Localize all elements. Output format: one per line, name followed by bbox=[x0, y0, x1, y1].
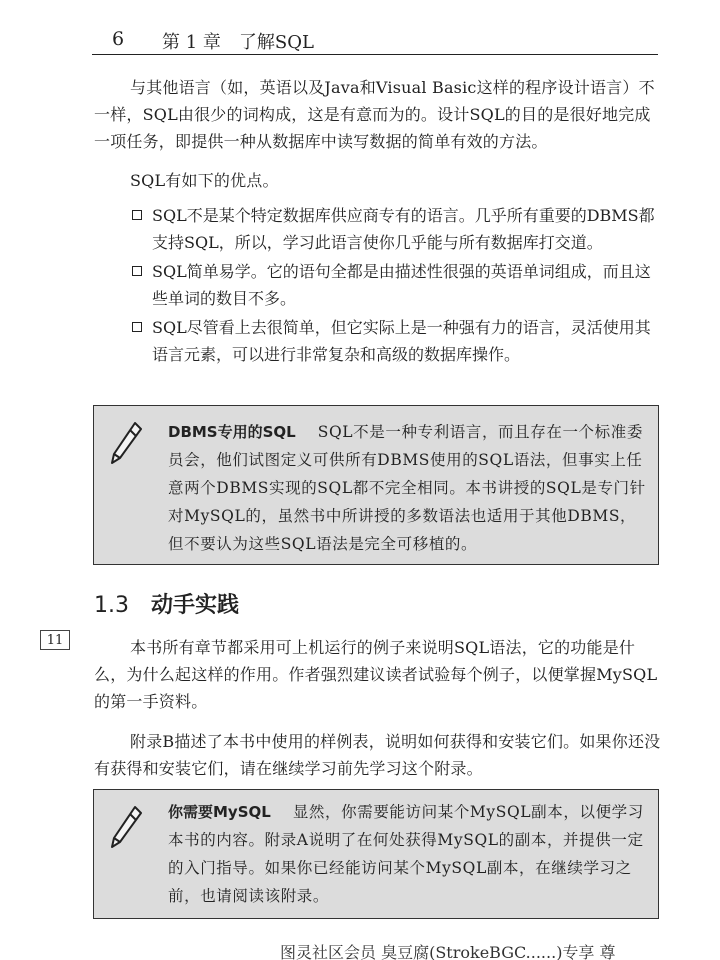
note-box-dbms-sql bbox=[93, 405, 659, 565]
note-box-need-mysql bbox=[93, 789, 659, 919]
chapter-title: 第 1 章 了解SQL bbox=[162, 32, 314, 53]
footer-watermark-text: 图灵社区会员 臭豆腐(StrokeBGC......)专享 尊 bbox=[280, 943, 616, 960]
checkbox-bullet-icon bbox=[132, 322, 142, 332]
note-text: SQL不是一种专利语言，而且存在一个标准委员会，他们试图定义可供所有DBMS使用的SQL语法，但事实上任意两个DBMS实现的SQL都不完全相同。本书讲授的SQL是专门针对MySQL的，虽然书中所讲授的多数语法也适用于其他DBMS，但不要认为这些SQL语法是完全可移植的。 bbox=[168, 423, 646, 553]
checkbox-bullet-icon bbox=[132, 210, 142, 220]
running-header bbox=[92, 28, 658, 55]
list-item bbox=[130, 258, 665, 312]
list-item-text: SQL简单易学。它的语句全都是由描述性很强的英语单词组成，而且这些单词的数目不多。 bbox=[152, 262, 651, 308]
margin-page-marker: 11 bbox=[40, 630, 70, 650]
section-heading bbox=[94, 588, 239, 619]
note-title: DBMS专用的SQL bbox=[168, 423, 296, 441]
checkbox-bullet-icon bbox=[132, 266, 142, 276]
note-title: 你需要MySQL bbox=[168, 803, 271, 821]
note-text: 显然，你需要能访问某个MySQL副本，以便学习本书的内容。附录A说明了在何处获得MySQL的副本，并提供一定的入门指导。如果你已经能访问某个MySQL副本，在继续学习之前，也请阅读该附录。 bbox=[168, 803, 644, 905]
page-number: 6 bbox=[112, 28, 125, 50]
body-paragraph-1: 本书所有章节都采用可上机运行的例子来说明SQL语法，它的功能是什么，为什么起这样的作用。作者强烈建议读者试验每个例子，以便掌握MySQL的第一手资料。 bbox=[94, 638, 658, 711]
advantages-list bbox=[130, 202, 665, 368]
list-item bbox=[130, 314, 665, 368]
section-title: 动手实践 bbox=[151, 593, 240, 618]
pencil-icon bbox=[108, 804, 144, 850]
list-item-text: SQL不是某个特定数据库供应商专有的语言。几乎所有重要的DBMS都支持SQL，所以，学习此语言使你几乎能与所有数据库打交道。 bbox=[152, 206, 655, 252]
list-item bbox=[130, 202, 665, 256]
section-number: 1.3 bbox=[94, 593, 129, 618]
advantages-lead: SQL有如下的优点。 bbox=[130, 171, 279, 190]
pencil-icon bbox=[108, 420, 144, 466]
list-item-text: SQL尽管看上去很简单，但它实际上是一种强有力的语言，灵活使用其语言元素，可以进行非常复杂和高级的数据库操作。 bbox=[152, 318, 651, 364]
body-paragraph-2: 附录B描述了本书中使用的样例表，说明如何获得和安装它们。如果你还没有获得和安装它们，请在继续学习前先学习这个附录。 bbox=[94, 732, 661, 778]
intro-paragraph: 与其他语言（如，英语以及Java和Visual Basic这样的程序设计语言）不一样，SQL由很少的词构成，这是有意而为的。设计SQL的目的是很好地完成一项任务，即提供一种从数据库中读写数据的简单有效的方法。 bbox=[94, 78, 655, 151]
